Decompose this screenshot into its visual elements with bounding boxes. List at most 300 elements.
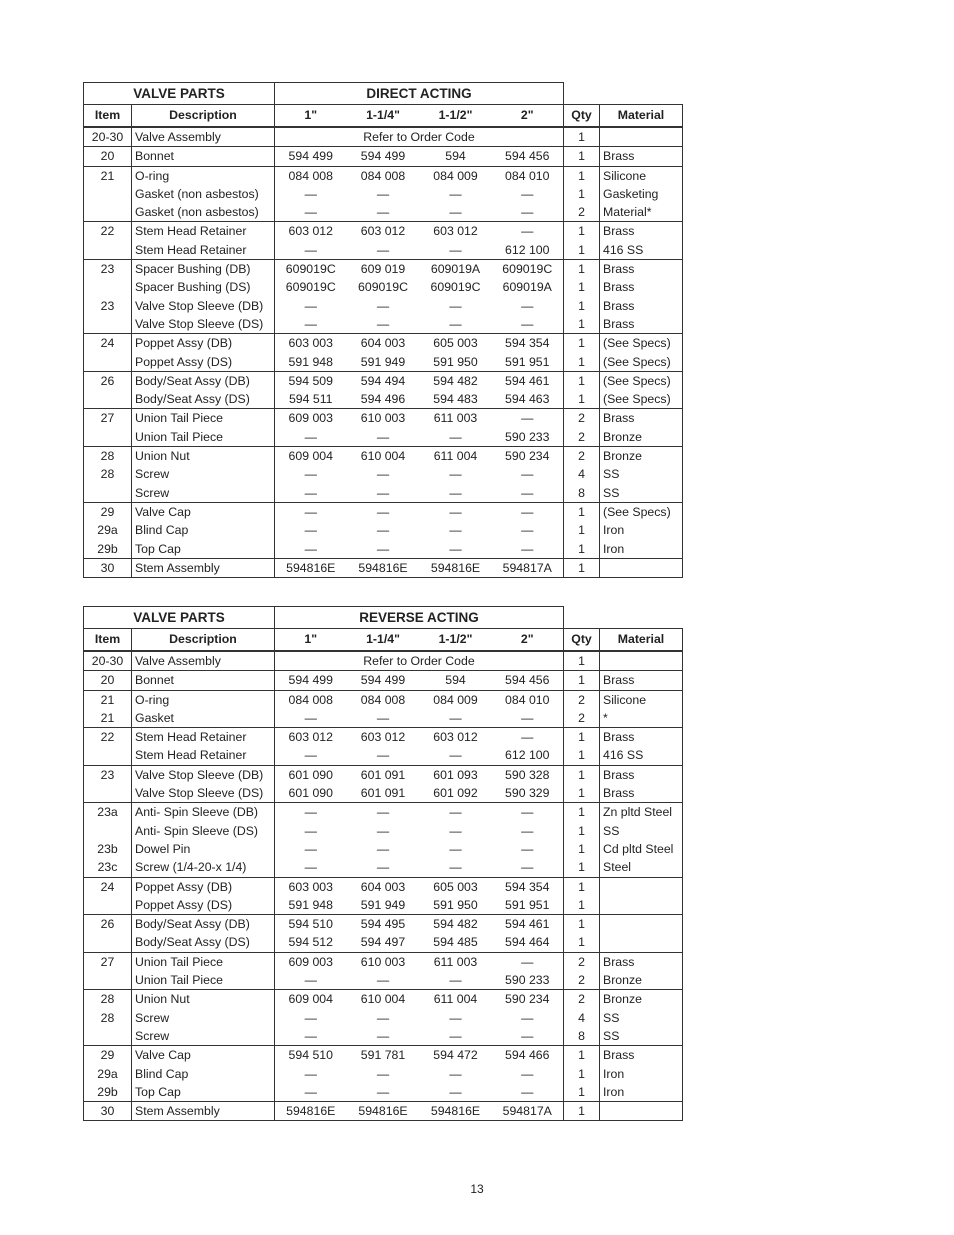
table-row (84, 297, 683, 315)
column-header: Qty (564, 105, 600, 128)
item-cell (84, 971, 132, 990)
part-number-cell: 591 781 (347, 1046, 420, 1065)
column-header: 1-1/4" (347, 105, 420, 128)
qty-cell: 1 (564, 297, 600, 315)
table-row (84, 558, 683, 577)
qty-cell: 1 (564, 728, 600, 747)
description-cell: Bonnet (132, 147, 275, 166)
qty-cell: 1 (564, 1065, 600, 1083)
item-cell (84, 315, 132, 334)
part-number-cell: — (304, 860, 317, 875)
item-cell: 23 (84, 260, 132, 279)
part-number-cell: 605 003 (420, 877, 492, 896)
part-number-cell: — (376, 860, 390, 875)
table-row (84, 784, 683, 803)
item-cell: 22 (84, 728, 132, 747)
qty-cell: 2 (564, 690, 600, 709)
item-cell (84, 241, 132, 260)
qty-cell: 8 (564, 484, 600, 503)
part-number-cell: — (376, 1028, 390, 1043)
part-number-cell: 611 003 (420, 952, 492, 971)
material-cell: SS (600, 484, 683, 503)
title-blank (564, 83, 683, 105)
column-header: 1" (275, 105, 347, 128)
qty-cell: 1 (564, 540, 600, 559)
description-cell: Union Nut (132, 990, 275, 1009)
part-number-cell: 590 234 (492, 990, 564, 1009)
part-number-cell: — (492, 858, 564, 877)
part-number-cell: — (492, 952, 564, 971)
qty-cell: 1 (564, 127, 600, 147)
part-number-cell: 610 003 (347, 409, 420, 428)
part-number-cell: 594 461 (492, 371, 564, 390)
part-number-cell: — (492, 203, 564, 222)
item-cell (84, 1027, 132, 1046)
column-header: 2" (492, 105, 564, 128)
part-number-cell: — (304, 205, 317, 220)
qty-cell: 8 (564, 1027, 600, 1046)
material-cell (600, 877, 683, 896)
column-header: Qty (564, 629, 600, 652)
qty-cell: 1 (564, 241, 600, 260)
qty-cell: 1 (564, 858, 600, 877)
order-code-ref-cell: Refer to Order Code (275, 127, 564, 147)
table-row (84, 990, 683, 1009)
part-number-cell: 612 100 (492, 241, 564, 260)
item-cell (84, 390, 132, 409)
part-number-cell: — (449, 823, 462, 838)
part-number-cell: 603 012 (275, 222, 347, 241)
part-number-cell: 594 463 (492, 390, 564, 409)
part-number-cell: 594816E (347, 558, 420, 577)
description-cell: Poppet Assy (DB) (132, 877, 275, 896)
material-cell: Brass (600, 765, 683, 784)
table-row (84, 502, 683, 521)
item-cell: 27 (84, 952, 132, 971)
material-cell: Bronze (600, 990, 683, 1009)
item-cell: 20 (84, 147, 132, 166)
part-number-cell: — (376, 841, 390, 856)
part-number-cell: 601 091 (360, 786, 406, 801)
item-cell (84, 933, 132, 952)
part-number-cell: 594 482 (420, 371, 492, 390)
description-cell: Dowel Pin (132, 840, 275, 858)
table-row (84, 127, 683, 147)
item-cell: 23b (84, 840, 132, 858)
qty-cell: 1 (564, 840, 600, 858)
description-cell: Valve Stop Sleeve (DB) (132, 765, 275, 784)
part-number-cell: 594817A (492, 558, 564, 577)
part-number-cell: 610 004 (347, 990, 420, 1009)
item-cell: 28 (84, 465, 132, 483)
part-number-cell: — (449, 1010, 462, 1025)
group-label: DIRECT ACTING (275, 83, 564, 105)
material-cell: Brass (600, 297, 683, 315)
part-number-cell: — (492, 1009, 564, 1027)
item-cell: 24 (84, 877, 132, 896)
material-cell: Brass (600, 260, 683, 279)
part-number-cell: 594816E (275, 558, 347, 577)
part-number-cell: 594 354 (492, 877, 564, 896)
item-cell: 29 (84, 1046, 132, 1065)
part-number-cell: 594 495 (347, 915, 420, 934)
part-number-cell: 594817A (492, 1102, 564, 1121)
description-cell: Blind Cap (132, 1065, 275, 1083)
item-cell: 23 (84, 297, 132, 315)
table-row (84, 690, 683, 709)
part-number-cell: 609 004 (275, 990, 347, 1009)
item-cell: 21 (84, 709, 132, 728)
table-row (84, 896, 683, 915)
item-cell: 28 (84, 1009, 132, 1027)
part-number-cell: 591 951 (492, 353, 564, 372)
part-number-cell: 609019C (358, 280, 408, 295)
item-cell: 28 (84, 990, 132, 1009)
material-cell: SS (600, 465, 683, 483)
part-number-cell: 609019C (492, 260, 564, 279)
item-cell: 22 (84, 222, 132, 241)
qty-cell: 1 (564, 390, 600, 409)
item-cell: 27 (84, 409, 132, 428)
description-cell: O-ring (132, 690, 275, 709)
description-cell: Body/Seat Assy (DB) (132, 915, 275, 934)
column-header: 2" (492, 629, 564, 652)
part-number-cell: 609019C (275, 260, 347, 279)
item-cell (84, 896, 132, 915)
description-cell: Screw (132, 1027, 275, 1046)
description-cell: Valve Cap (132, 1046, 275, 1065)
table-row (84, 1027, 683, 1046)
table-title-row (84, 83, 683, 105)
table-row (84, 147, 683, 166)
material-cell: (See Specs) (600, 390, 683, 409)
description-cell: Stem Assembly (132, 1102, 275, 1121)
description-cell: Valve Stop Sleeve (DS) (132, 784, 275, 803)
part-number-cell: 594816E (420, 1102, 492, 1121)
material-cell: Brass (600, 315, 683, 334)
part-number-cell: 594 499 (275, 671, 347, 690)
table-row (84, 185, 683, 203)
part-number-cell: 591 949 (360, 354, 406, 369)
description-cell: Gasket (132, 709, 275, 728)
qty-cell: 2 (564, 952, 600, 971)
table-row (84, 971, 683, 990)
table-row (84, 540, 683, 559)
table-row (84, 447, 683, 466)
part-number-cell: — (376, 316, 390, 331)
item-cell: 29a (84, 1065, 132, 1083)
part-number-cell: — (492, 484, 564, 503)
part-number-cell: 590 233 (492, 428, 564, 447)
description-cell: Anti- Spin Sleeve (DB) (132, 803, 275, 822)
item-cell (84, 746, 132, 765)
part-number-cell: — (492, 822, 564, 840)
part-number-cell: — (449, 841, 462, 856)
material-cell: Brass (600, 222, 683, 241)
material-cell (600, 933, 683, 952)
qty-cell: 2 (564, 971, 600, 990)
qty-cell: 1 (564, 1102, 600, 1121)
part-number-cell: — (449, 1084, 462, 1099)
material-cell: Brass (600, 952, 683, 971)
column-header: Description (132, 105, 275, 128)
item-cell (84, 428, 132, 447)
part-number-cell: — (304, 467, 317, 482)
qty-cell: 1 (564, 185, 600, 203)
item-cell: 20 (84, 671, 132, 690)
table-row (84, 1102, 683, 1121)
column-header: 1-1/2" (420, 629, 492, 652)
material-cell: Iron (600, 1083, 683, 1102)
material-cell: Steel (600, 858, 683, 877)
description-cell: Blind Cap (132, 521, 275, 539)
part-number-cell: 594 499 (275, 147, 347, 166)
qty-cell: 1 (564, 222, 600, 241)
qty-cell: 1 (564, 877, 600, 896)
part-number-cell: — (492, 409, 564, 428)
part-number-cell: 594 482 (420, 915, 492, 934)
part-number-cell: — (492, 540, 564, 559)
description-cell: Stem Head Retainer (132, 222, 275, 241)
table-row (84, 409, 683, 428)
item-cell (84, 185, 132, 203)
part-number-cell: 084 008 (275, 166, 347, 185)
part-number-cell: — (449, 523, 462, 538)
part-number-cell: — (376, 429, 390, 444)
material-cell: Bronze (600, 971, 683, 990)
part-number-cell: 610 003 (347, 952, 420, 971)
description-cell: Union Tail Piece (132, 952, 275, 971)
part-number-cell: — (347, 502, 420, 521)
part-number-cell: — (376, 1010, 390, 1025)
item-cell: 30 (84, 558, 132, 577)
description-cell: O-ring (132, 166, 275, 185)
part-number-cell: 594 512 (288, 935, 333, 950)
part-number-cell: — (492, 840, 564, 858)
qty-cell: 1 (564, 1083, 600, 1102)
qty-cell: 1 (564, 315, 600, 334)
column-header: 1-1/4" (347, 629, 420, 652)
part-number-cell: 603 003 (275, 877, 347, 896)
table-row (84, 933, 683, 952)
part-number-cell: — (304, 1010, 317, 1025)
item-cell: 29b (84, 540, 132, 559)
part-number-cell: — (304, 316, 317, 331)
part-number-cell: 603 012 (420, 728, 492, 747)
table-row (84, 746, 683, 765)
qty-cell: 1 (564, 803, 600, 822)
description-cell: Body/Seat Assy (DB) (132, 371, 275, 390)
description-cell: Valve Stop Sleeve (DB) (132, 297, 275, 315)
part-number-cell: — (304, 186, 317, 201)
part-number-cell: — (449, 1066, 462, 1081)
qty-cell: 1 (564, 278, 600, 296)
material-cell: SS (600, 822, 683, 840)
description-cell: Poppet Assy (DB) (132, 334, 275, 353)
part-number-cell: — (449, 973, 462, 988)
part-number-cell: — (449, 860, 462, 875)
table-row (84, 315, 683, 334)
part-number-cell: 603 012 (420, 222, 492, 241)
part-number-cell: 601 091 (347, 765, 420, 784)
description-cell: Body/Seat Assy (DS) (132, 390, 275, 409)
qty-cell: 1 (564, 166, 600, 185)
part-number-cell: 601 090 (288, 786, 333, 801)
part-number-cell: — (376, 710, 390, 725)
description-cell: Union Nut (132, 447, 275, 466)
part-number-cell: 591 950 (433, 354, 478, 369)
column-header: Item (84, 629, 132, 652)
material-cell: Gasketing (600, 185, 683, 203)
item-cell (84, 203, 132, 222)
table-row (84, 521, 683, 539)
item-cell (84, 353, 132, 372)
part-number-cell: 601 092 (433, 786, 478, 801)
part-number-cell: 594 496 (360, 392, 406, 407)
part-number-cell: 084 010 (492, 166, 564, 185)
material-cell: Brass (600, 784, 683, 803)
part-number-cell: 594 510 (275, 915, 347, 934)
material-cell: Brass (600, 1046, 683, 1065)
reverse-acting-parts-table (83, 606, 683, 1121)
qty-cell: 2 (564, 709, 600, 728)
qty-cell: 1 (564, 521, 600, 539)
part-number-cell: — (492, 465, 564, 483)
item-cell: 23c (84, 858, 132, 877)
part-number-cell: 594 510 (275, 1046, 347, 1065)
part-number-cell: 605 003 (420, 334, 492, 353)
description-cell: Top Cap (132, 1083, 275, 1102)
part-number-cell: — (449, 467, 462, 482)
part-number-cell: 594 466 (492, 1046, 564, 1065)
table-row (84, 484, 683, 503)
item-cell: 20-30 (84, 651, 132, 671)
column-header-row (84, 105, 683, 128)
description-cell: Body/Seat Assy (DS) (132, 933, 275, 952)
description-cell: Valve Cap (132, 502, 275, 521)
part-number-cell: — (492, 709, 564, 728)
qty-cell: 1 (564, 1046, 600, 1065)
qty-cell: 1 (564, 502, 600, 521)
part-number-cell: — (492, 1027, 564, 1046)
part-number-cell: 594 354 (492, 334, 564, 353)
item-cell: 29b (84, 1083, 132, 1102)
part-number-cell: 601 090 (275, 765, 347, 784)
material-cell: Iron (600, 521, 683, 539)
table-row (84, 877, 683, 896)
qty-cell: 4 (564, 465, 600, 483)
group-label: REVERSE ACTING (275, 607, 564, 629)
part-number-cell: 594 511 (288, 392, 333, 407)
item-cell: 23 (84, 765, 132, 784)
part-number-cell: — (304, 973, 317, 988)
table-row (84, 278, 683, 296)
part-number-cell: — (449, 429, 462, 444)
part-number-cell: 611 004 (420, 990, 492, 1009)
part-number-cell: — (304, 523, 317, 538)
column-header: Item (84, 105, 132, 128)
part-number-cell: — (449, 205, 462, 220)
material-cell: Silicone (600, 166, 683, 185)
page-number: 13 (470, 1182, 484, 1196)
part-number-cell: — (376, 523, 390, 538)
qty-cell: 1 (564, 353, 600, 372)
part-number-cell: — (376, 298, 390, 313)
part-number-cell: 609019C (285, 280, 336, 295)
part-number-cell: — (449, 748, 462, 763)
part-number-cell: 590 328 (492, 765, 564, 784)
material-cell: Brass (600, 671, 683, 690)
table-row (84, 915, 683, 934)
part-number-cell: — (449, 541, 462, 556)
part-number-cell: — (376, 467, 390, 482)
table-row (84, 428, 683, 447)
item-cell: 30 (84, 1102, 132, 1121)
description-cell: Union Tail Piece (132, 971, 275, 990)
part-number-cell: 590 234 (492, 447, 564, 466)
part-number-cell: 084 010 (492, 690, 564, 709)
description-cell: Stem Head Retainer (132, 241, 275, 260)
qty-cell: 2 (564, 409, 600, 428)
material-cell: Brass (600, 278, 683, 296)
part-number-cell: — (304, 748, 317, 763)
part-number-cell: — (492, 728, 564, 747)
qty-cell: 1 (564, 784, 600, 803)
part-number-cell: 594 456 (492, 671, 564, 690)
material-cell: Cd pltd Steel (600, 840, 683, 858)
material-cell: Brass (600, 409, 683, 428)
item-cell: 23a (84, 803, 132, 822)
part-number-cell: 603 012 (347, 728, 420, 747)
part-number-cell: 609019A (492, 278, 564, 296)
part-number-cell: — (304, 485, 317, 500)
part-number-cell: 084 008 (347, 690, 420, 709)
part-number-cell: 084 008 (275, 690, 347, 709)
part-number-cell: — (492, 222, 564, 241)
table-row (84, 241, 683, 260)
description-cell: Valve Stop Sleeve (DS) (132, 315, 275, 334)
material-cell: Iron (600, 540, 683, 559)
description-cell: Stem Head Retainer (132, 728, 275, 747)
part-number-cell: 601 093 (420, 765, 492, 784)
part-number-cell: — (449, 710, 462, 725)
part-number-cell: — (304, 1028, 317, 1043)
part-number-cell: — (304, 823, 317, 838)
part-number-cell: — (449, 298, 462, 313)
part-number-cell: 594 494 (347, 371, 420, 390)
description-cell: Union Tail Piece (132, 428, 275, 447)
description-cell: Stem Head Retainer (132, 746, 275, 765)
qty-cell: 1 (564, 896, 600, 915)
part-number-cell: — (492, 1065, 564, 1083)
part-number-cell: — (376, 973, 390, 988)
item-cell: 20-30 (84, 127, 132, 147)
part-number-cell: — (492, 185, 564, 203)
material-cell: Brass (600, 147, 683, 166)
table-row (84, 371, 683, 390)
table-row (84, 952, 683, 971)
part-number-cell: — (376, 1084, 390, 1099)
item-cell (84, 484, 132, 503)
column-header: Material (600, 629, 683, 652)
item-cell (84, 822, 132, 840)
part-number-cell: 604 003 (347, 877, 420, 896)
table-row (84, 1046, 683, 1065)
table-row (84, 651, 683, 671)
part-number-cell: — (449, 242, 462, 257)
title-blank (564, 607, 683, 629)
part-number-cell: 610 004 (347, 447, 420, 466)
